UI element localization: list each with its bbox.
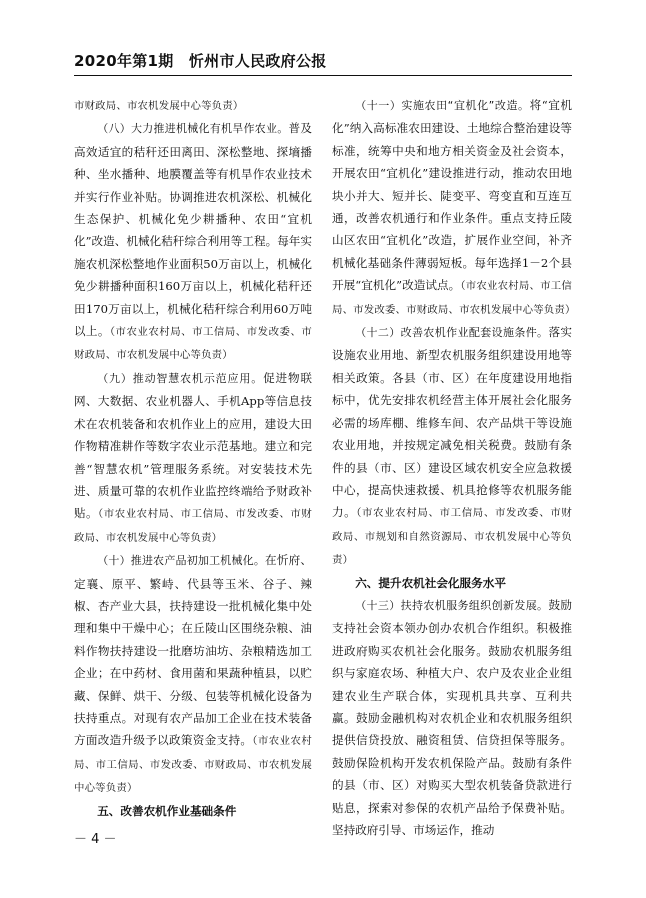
left-section-8 [74,117,312,366]
left-p2-paren: （市农业农村局、市工信局、市发改委、市财政局、市农机发展中心等负责） [74,508,312,544]
right-p1-paren: （市农业农村局、市工信局、市发改委、市财政局、市农机发展中心等负责） [332,280,576,316]
right-p2-body: 落实设施农业用地、新型农机服务组织建设用地等相关政策。各县（市、区）在年度建设用地指标中，优先安排农机经营主体开展社会化服务必需的场库棚、维修车间、农产品烘干等设施农业用地，并按规定减免相关税费。鼓励有条件的县（市、区）建设区域农机安全应急救援中心，提高快速救援、机具抢修等农机服务能力。 [332,325,572,520]
left-column [74,94,312,822]
left-p3-body: 在忻府、定襄、原平、繁峙、代县等玉米、谷子、辣椒、杏产业大县，扶持建设一批机械化集中处理和集中干燥中心；在丘陵山区围绕杂粮、油料作物扶持建设一批磨坊油坊、杂粮精选加工企业；在中药材、食用菌和果蔬种植县，以贮藏、保鲜、烘干、分级、包装等机械化设备为扶持重点。对现有农产品加工企业在技术装备方面改造升级予以政策资金支持。 [74,553,312,748]
left-continuation [74,94,312,117]
right-column [332,94,576,841]
left-p3-lead: （十）推进农产品初加工机械化。 [97,554,266,568]
header-rule [74,75,572,76]
right-p1-lead: （十一）实施农田“宜机化”改造。 [355,99,530,112]
left-p0-paren: 市财政局、市农机发展中心等负责） [74,100,244,112]
right-p3-body: 鼓励支持社会资本领办创办农机合作组织。积极推进政府购买农机社会化服务。鼓励农机服务组织与家庭农场、种植大户、农户及农业企业组建农业生产联合体，实现机具共享、互利共赢。鼓励金融机构对农机企业和农机服务组织提供信贷投放、融资租赁、信贷担保等服务。鼓励保险机构开发农机保险产品。鼓励有条件的县（市、区）对购买大型农机装备贷款进行贴息，探索对参保的农机产品给予保费补贴。坚持政府引导、市场运作，推动 [332,597,572,837]
left-p1-paren: （市农业农村局、市工信局、市发改委、市财政局、市农机发展中心等负责） [74,326,312,362]
right-section-12 [332,321,572,571]
left-p1-lead: （八）大力推进机械化有机旱作农业。 [97,122,289,136]
left-section-10 [74,549,312,799]
right-section-13 [332,594,572,841]
left-section-9 [74,367,312,549]
left-p3-paren: （市农业农村局、市工信局、市发改委、市财政局、市农机发展中心等负责） [74,735,312,795]
left-p1-body: 普及高效适宜的秸秆还田离田、深松整地、探墒播种、坐水播种、地膜覆盖等有机旱作农业技术并实行作业补贴。协调推进农机深松、机械化生态保护、机械化免少耕播种、农田“宜机化”改造、机械化秸秆综合利用等工程。每年实施农机深松整地作业面积50万亩以上，机械化免少耕播种面积160万亩以上，机械化秸秆还田170万亩以上，机械化秸秆综合利用60万吨以上。 [74,121,312,339]
right-p1-body: 将“宜机化”纳入高标准农田建设、土地综合整治建设等标准，统筹中央和地方相关资金及社会资本，开展农田“宜机化”建设推进行动，推动农田地块小并大、短并长、陡变平、弯变直和互连互通，改善农机通行和作业条件。重点支持丘陵山区农田“宜机化”改造，扩展作业空间，补齐机械化基础条件薄弱短板。每年选择1－2个县开展“宜机化”改造试点。 [332,98,572,293]
left-p2-lead: （九）推动智慧农机示范应用。 [97,371,264,385]
section-heading-5: 五、改善农机作业基础条件 [97,803,237,818]
left-p2-body: 促进物联网、大数据、农业机器人、手机App等信息技术在农机装备和农机作业上的应用，建设大田作物精准耕作等数字农业示范基地。建立和完善“智慧农机”管理服务系统。对安装技术先进、质量可靠的农机作业监控终端给予财政补贴。 [74,370,312,521]
right-p3-lead: （十三）扶持农机服务组织创新发展。 [355,598,549,612]
right-p2-paren: （市农业农村局、市工信局、市发改委、市财政局、市规划和自然资源局、市农机发展中心等负责） [332,507,572,567]
right-p2-lead: （十二）改善农机作业配套设施条件。 [355,326,549,340]
section-heading-6: 六、提升农机社会化服务水平 [355,575,506,590]
header-title: 2020年第1期 忻州市人民政府公报 [74,52,327,70]
page-number: － 4 － [74,832,117,847]
right-section-11 [332,94,576,321]
page-header [74,48,572,80]
